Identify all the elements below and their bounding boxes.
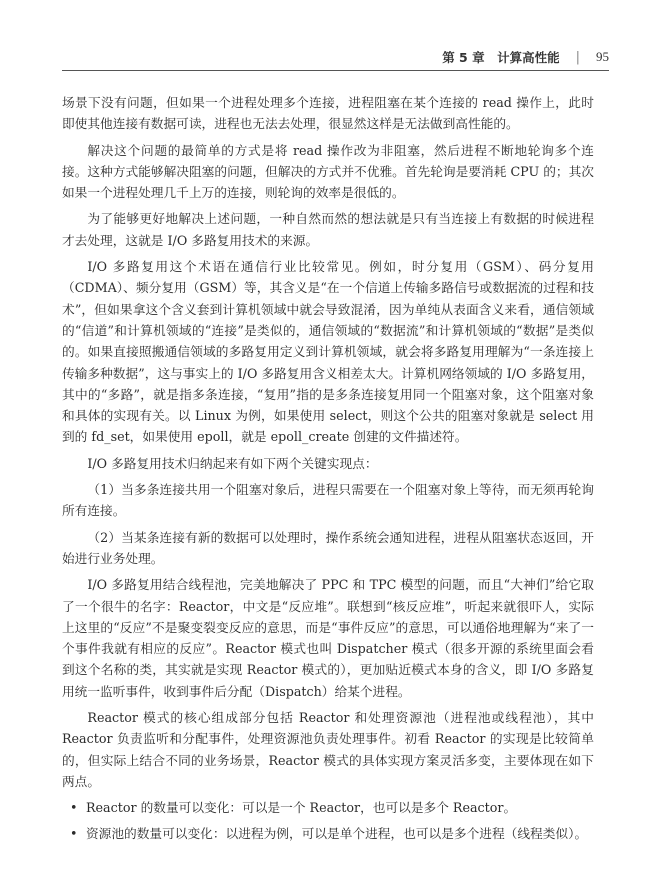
bullet-list (62, 797, 594, 844)
bullet-item (62, 797, 594, 818)
paragraph: I/O 多路复用这个术语在通信行业比较常见。例如，时分复用（GSM）、码分复用（CDMA）、频分复用（GSM）等，其含义是“在一个信道上传输多路信号或数据流的过程和技术”，但如果拿这个含义套到计算机领域中就会导致混淆，因为单纯从表面含义来看，通信领域的“信道”和计算机领域的“连接”是类似的，通信领域的“数据流”和计算机领域的“数据”是类似的。如果直接照搬通信领域的多路复用定义到计算机领域，就会将多路复用理解为“一条连接上传输多种数据”，这与事实上的 I/O 多路复用含义相差太大。计算机网络领域的 I/O 多路复用，其中的“多路”，就是指多条连接，“复用”指的是多条连接复用同一个阻塞对象，这个阻塞对象和具体的实现有关。以 Linux 为例，如果使用 select，则这个公共的阻塞对象就是 select 用到的 fd_set，如果使用 epoll，就是 epoll_create 创建的文件描述符。 (62, 259, 594, 445)
paragraph: 为了能够更好地解决上述问题，一种自然而然的想法就是只有当连接上有数据的时候进程才去处理，这就是 I/O 多路复用技术的来源。 (62, 211, 594, 248)
header-separator: | (575, 49, 580, 65)
paragraph: 解决这个问题的最简单的方式是将 read 操作改为非阻塞，然后进程不断地轮询多个连接。这种方式能够解决阻塞的问题，但解决的方式并不优雅。首先轮询是要消耗 CPU 的；其次如果一个进程处理几千上万的连接，则轮询的效率是很低的。 (62, 142, 594, 201)
body-text (62, 92, 594, 848)
paragraph: 场景下没有问题，但如果一个进程处理多个连接，进程阻塞在某个连接的 read 操作上，此时即使其他连接有数据可读，进程也无法去处理，很显然这样是无法做到高性能的。 (62, 95, 594, 132)
bullet-icon: • (70, 825, 78, 841)
bullet-text: Reactor 的数量可以变化：可以是一个 Reactor，也可以是多个 Reactor。 (86, 800, 517, 816)
running-header (62, 44, 609, 71)
page-number: 95 (596, 49, 609, 64)
paragraph: I/O 多路复用结合线程池，完美地解决了 PPC 和 TPC 模型的问题，而且“大神们”给它取了一个很牛的名字：Reactor，中文是“反应堆”。联想到“核反应堆”，听起来就很吓人，实际上这里的“反应”不是聚变裂变反应的意思，而是“事件反应”的意思，可以通俗地理解为“来了一个事件我就有相应的反应”。Reactor 模式也叫 Dispatcher 模式（很多开源的系统里面会看到这个名称的类，其实就是实现 Reactor 模式的），更加贴近模式本身的含义，即 I/O 多路复用统一监听事件，收到事件后分配（Dispatch）给某个进程。 (62, 577, 594, 699)
numbered-point: （2）当某条连接有新的数据可以处理时，操作系统会通知进程，进程从阻塞状态返回，开始进行业务处理。 (62, 529, 594, 566)
bullet-item (62, 823, 594, 844)
bullet-text: 资源池的数量可以变化：以进程为例，可以是单个进程，也可以是多个进程（线程类似）。 (86, 825, 588, 841)
chapter-title: 第 5 章 计算高性能 (442, 50, 560, 65)
numbered-point: （1）当多条连接共用一个阻塞对象后，进程只需要在一个阻塞对象上等待，而无须再轮询所有连接。 (62, 482, 594, 519)
paragraph: Reactor 模式的核心组成部分包括 Reactor 和处理资源池（进程池或线程池），其中 Reactor 负责监听和分配事件，处理资源池负责处理事件。初看 Reactor 的实现是比较简单的，但实际上结合不同的业务场景，Reactor 模式的具体实现方案灵活多变，主要体现在如下两点。 (62, 710, 594, 789)
bullet-icon: • (70, 800, 78, 816)
paragraph: I/O 多路复用技术归纳起来有如下两个关键实现点： (87, 455, 378, 471)
